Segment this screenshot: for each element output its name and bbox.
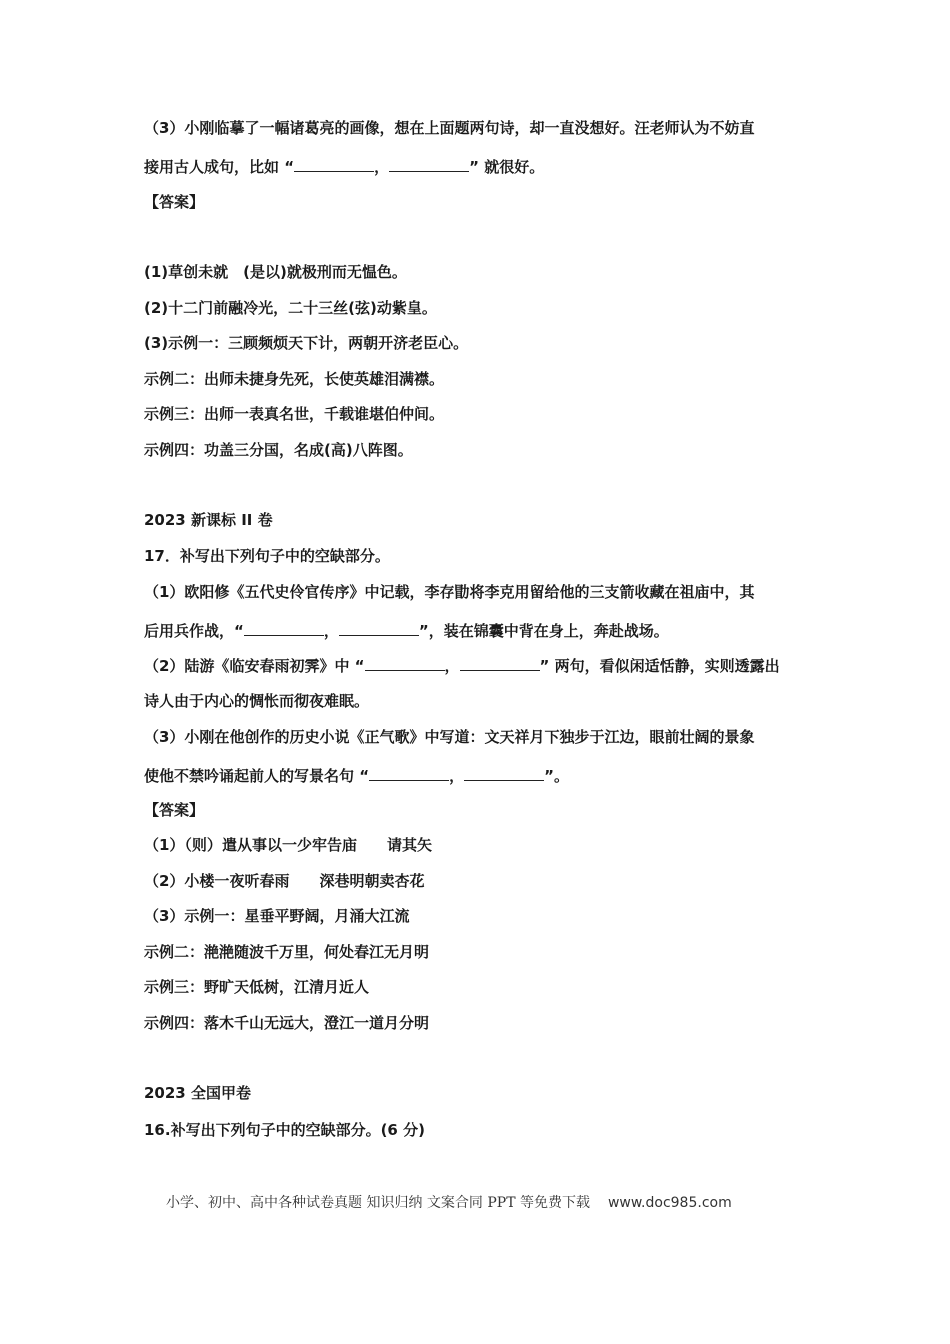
blank-field — [244, 620, 324, 636]
question-line: （1）欧阳修《五代史伶官传序》中记载，李存勖将李克用留给他的三支箭收藏在祖庙中，其 — [144, 583, 755, 601]
blank-field — [365, 655, 445, 671]
text: ， — [323, 622, 339, 640]
text: ， — [374, 158, 390, 176]
section-title: 2023 全国甲卷 — [144, 1084, 251, 1102]
page-footer — [166, 1192, 732, 1212]
answer-line: (3)示例一：三顾频烦天下计，两朝开济老臣心。 — [144, 334, 469, 352]
answer-line: （3）示例一：星垂平野阔，月涌大江流 — [144, 907, 410, 925]
text: 后用兵作战，“ — [144, 622, 244, 640]
text: 接用古人成句，比如 “ — [144, 158, 295, 176]
text: ”。 — [544, 767, 569, 785]
blank-field — [464, 765, 544, 781]
text: （2）陆游《临安春雨初霁》中 “ — [144, 657, 365, 675]
answer-line: 示例二：出师未捷身先死，长使英雄泪满襟。 — [144, 370, 445, 388]
text: ”，装在锦囊中背在身上，奔赴战场。 — [418, 622, 669, 640]
blank-field — [460, 655, 540, 671]
question-line — [144, 765, 569, 786]
footer-text: 小学、初中、高中各种试卷真题 知识归纳 文案合同 PPT 等免费下载 — [166, 1195, 590, 1211]
question-title: 16.补写出下列句子中的空缺部分。(6 分) — [144, 1121, 425, 1139]
footer-link[interactable]: www.doc985.com — [607, 1195, 732, 1211]
question-title: 17．补写出下列句子中的空缺部分。 — [144, 547, 390, 565]
text: ” 两句，看似闲适恬静，实则透露出 — [539, 657, 780, 675]
question-line — [144, 655, 780, 676]
answer-line: 示例三：野旷天低树，江清月近人 — [144, 978, 370, 996]
answer-line: (1)草创未就 (是以)就极刑而无愠色。 — [144, 263, 407, 281]
blank-field — [389, 156, 469, 172]
question-line: 诗人由于内心的惆怅而彻夜难眠。 — [144, 692, 370, 710]
answer-header: 【答案】 — [144, 801, 205, 819]
question-line — [144, 156, 544, 177]
text: ” 就很好。 — [469, 158, 545, 176]
answer-line: （2）小楼一夜听春雨 深巷明朝卖杏花 — [144, 872, 425, 890]
answer-line: 示例四：功盖三分国，名成(高)八阵图。 — [144, 441, 413, 459]
answer-line: 示例三：出师一表真名世，千载谁堪伯仲间。 — [144, 405, 445, 423]
blank-field — [339, 620, 419, 636]
question-line: （3）小刚在他创作的历史小说《正气歌》中写道：文天祥月下独步于江边，眼前壮阔的景象 — [144, 728, 755, 746]
text: 使他不禁吟诵起前人的写景名句 “ — [144, 767, 370, 785]
text: ， — [449, 767, 465, 785]
answer-line: 示例二：滟滟随波千万里，何处春江无月明 — [144, 943, 430, 961]
answer-header: 【答案】 — [144, 193, 205, 211]
question-line — [144, 620, 669, 641]
answer-line: 示例四：落木千山无远大，澄江一道月分明 — [144, 1014, 430, 1032]
section-title: 2023 新课标 II 卷 — [144, 511, 273, 529]
question-line: （3）小刚临摹了一幅诸葛亮的画像，想在上面题两句诗，却一直没想好。汪老师认为不妨直 — [144, 119, 755, 137]
answer-line: （1）（则）遣从事以一少牢告庙 请其矢 — [144, 836, 432, 854]
blank-field — [294, 156, 374, 172]
answer-line: (2)十二门前融冷光，二十三丝(弦)动紫皇。 — [144, 299, 437, 317]
text: ， — [444, 657, 460, 675]
blank-field — [369, 765, 449, 781]
